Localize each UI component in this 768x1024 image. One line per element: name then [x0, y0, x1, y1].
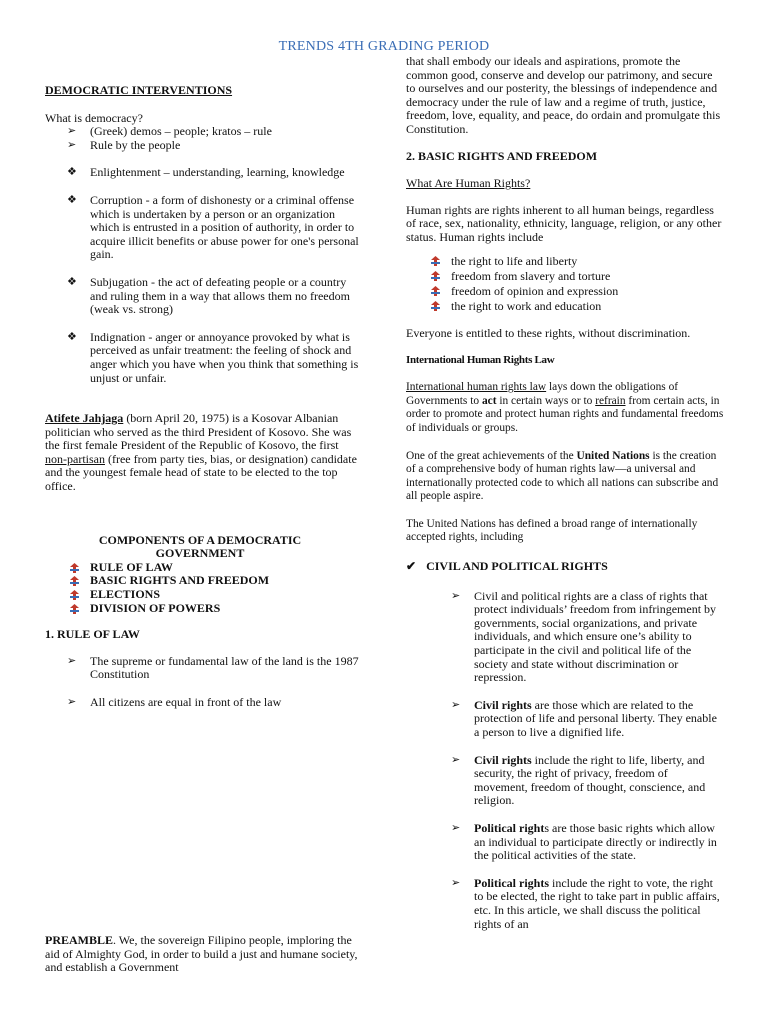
component-item: BASIC RIGHTS AND FREEDOM [45, 574, 360, 588]
list-item: ➢ Civil and political rights are a class of rights that protect individuals’ freedom from infringement by governments, social organizations, and private individuals, and which ensure one’s ability to participate in the civil and political life of the society and state without discrimination or repression. [451, 588, 717, 685]
term-enlightenment: ❖ Enlightenment – understanding, learning, knowledge [67, 165, 345, 180]
list-item: ➢ Political rights are those basic rights which allow an individual to participate directly or indirectly in the political activities of the state. [451, 820, 717, 863]
preamble-continuation: that shall embody our ideals and aspirations, promote the common good, conserve and develop our patrimony, and secure to ourselves and our posterity, the blessings of independence and democracy under the rule of law and a regime of truth, justice, freedom, love, equality, and peace, do ordain and promulgate this Constitution. [406, 54, 721, 136]
list-item: ➢ All citizens are equal in front of the law [67, 695, 282, 709]
diamond-bullet-icon: ❖ [67, 275, 77, 288]
arrow-bullet-icon [431, 286, 440, 296]
list-item: freedom of opinion and expression [406, 284, 724, 299]
united-nations-paragraph: One of the great achievements of the United Nations is the creation of a comprehensive body of human rights law—a universal and internationally protected code to which all nations can subscribe and all people aspire. [406, 449, 719, 503]
everyone-entitled: Everyone is entitled to these rights, without discrimination. [406, 325, 691, 340]
list-item: ➢ Civil rights include the right to life, liberty, and security, the right of privacy, freedom of movement, freedom of thought, conscience, and religion. [451, 752, 706, 808]
diamond-bullet-icon: ❖ [67, 193, 77, 206]
basic-rights-heading: 2. BASIC RIGHTS AND FREEDOM [406, 148, 598, 163]
diamond-bullet-icon: ❖ [67, 166, 77, 179]
right-column [406, 55, 724, 931]
arrow-bullet-icon [70, 563, 79, 573]
diamond-bullet-icon: ❖ [67, 330, 77, 343]
arrow-bullet-icon [70, 576, 79, 586]
arrow-bullet-icon [431, 256, 440, 266]
list-item: freedom from slavery and torture [406, 269, 724, 284]
list-item: ➢ Political rights include the right to vote, the right to be elected, the right to take part in public affairs, etc. In this article, we shall discuss the political rights of an [451, 875, 720, 931]
list-item: ➢ (Greek) demos – people; kratos – rule [67, 124, 272, 139]
civil-political-points [406, 590, 724, 931]
term-indignation: ❖ Indignation - anger or annoyance provoked by what is perceived as unfair treatment: the feeling of shock and anger which you have when you think that something is unjust or unfair. [67, 329, 359, 385]
ihrl-paragraph: International human rights law lays down the obligations of Governments to act in certain ways or to refrain from certain acts, in order to promote and protect human rights and fundamental freedoms of individuals or groups. [406, 381, 724, 434]
list-item: the right to work and education [406, 299, 724, 314]
rule-of-law-heading: 1. RULE OF LAW [45, 627, 140, 642]
human-rights-question: What Are Human Rights? [406, 176, 531, 191]
component-item: RULE OF LAW [45, 561, 360, 575]
left-column [45, 83, 360, 975]
democracy-points [45, 125, 360, 152]
list-item: ➢ The supreme or fundamental law of the land is the 1987 Constitution [67, 653, 359, 682]
component-item: ELECTIONS [45, 588, 360, 602]
refrain-link[interactable]: refrain [595, 394, 626, 407]
rule-of-law-points [45, 655, 360, 710]
non-partisan-link[interactable]: non-partisan [45, 451, 105, 466]
list-item: ➢ Civil rights are those which are related to the protection of life and personal liberty. They enable a person to live a dignified life. [451, 697, 717, 739]
terms-list [45, 166, 360, 385]
arrow-bullet-icon [431, 301, 440, 311]
term-corruption: ❖ Corruption - a form of dishonesty or a criminal offense which is undertaken by a person or an organization which is entrusted in a position of authority, in order to acquire illicit benefits or abuse power for one's personal gain. [67, 192, 359, 262]
democracy-question: What is democracy? [45, 110, 143, 125]
arrow-bullet-icon: ➢ [451, 698, 461, 711]
checkmark-icon: ✔ [406, 559, 417, 574]
bio-name-link[interactable]: Atifete Jahjaga [45, 411, 124, 426]
arrow-bullet-icon [70, 604, 79, 614]
component-item: DIVISION OF POWERS [45, 602, 360, 616]
arrow-bullet-icon: ➢ [67, 138, 77, 151]
bio-paragraph: Atifete Jahjaga (born April 20, 1975) is a Kosovar Albanian politician who served as the third President of Kosovo. She was the first female President of the Republic of Kosovo, the first non-partisan (free from party ties, bias, or designation) candidate and the youngest female head of state to be elected to the top office. [45, 411, 357, 494]
list-item: the right to life and liberty [406, 254, 724, 269]
arrow-bullet-icon [70, 590, 79, 600]
arrow-bullet-icon [431, 271, 440, 281]
arrow-bullet-icon: ➢ [451, 753, 461, 766]
arrow-bullet-icon: ➢ [451, 589, 461, 602]
human-rights-intro: Human rights are rights inherent to all human beings, regardless of race, sex, nationality, ethnicity, language, religion, or any other status. Human rights include [406, 202, 722, 244]
term-subjugation: ❖ Subjugation - the act of defeating people or a country and ruling them in a way that allows them no freedom (weak vs. strong) [67, 274, 350, 317]
section-heading-democratic-interventions: DEMOCRATIC INTERVENTIONS [45, 83, 233, 97]
list-item: ➢ Rule by the people [67, 137, 181, 152]
arrow-bullet-icon: ➢ [451, 821, 461, 834]
components-heading: COMPONENTS OF A DEMOCRATIC GOVERNMENT [98, 532, 302, 561]
arrow-bullet-icon: ➢ [67, 654, 77, 667]
preamble-label: PREAMBLE [45, 933, 114, 947]
arrow-bullet-icon: ➢ [67, 125, 77, 138]
un-defined-paragraph: The United Nations has defined a broad range of internationally accepted rights, including [406, 517, 698, 544]
ihrl-link[interactable]: International human rights law [406, 381, 547, 394]
arrow-bullet-icon: ➢ [67, 696, 77, 708]
ihrl-heading: International Human Rights Law [406, 353, 555, 366]
arrow-bullet-icon: ➢ [451, 876, 461, 889]
human-rights-list [406, 254, 724, 314]
preamble-paragraph: PREAMBLE. We, the sovereign Filipino people, imploring the aid of Almighty God, in order to build a just and humane society, and establish a Government [45, 933, 358, 975]
document-title: TRENDS 4TH GRADING PERIOD [278, 39, 490, 54]
civil-political-heading: ✔ CIVIL AND POLITICAL RIGHTS [406, 559, 608, 574]
components-list [45, 561, 360, 615]
